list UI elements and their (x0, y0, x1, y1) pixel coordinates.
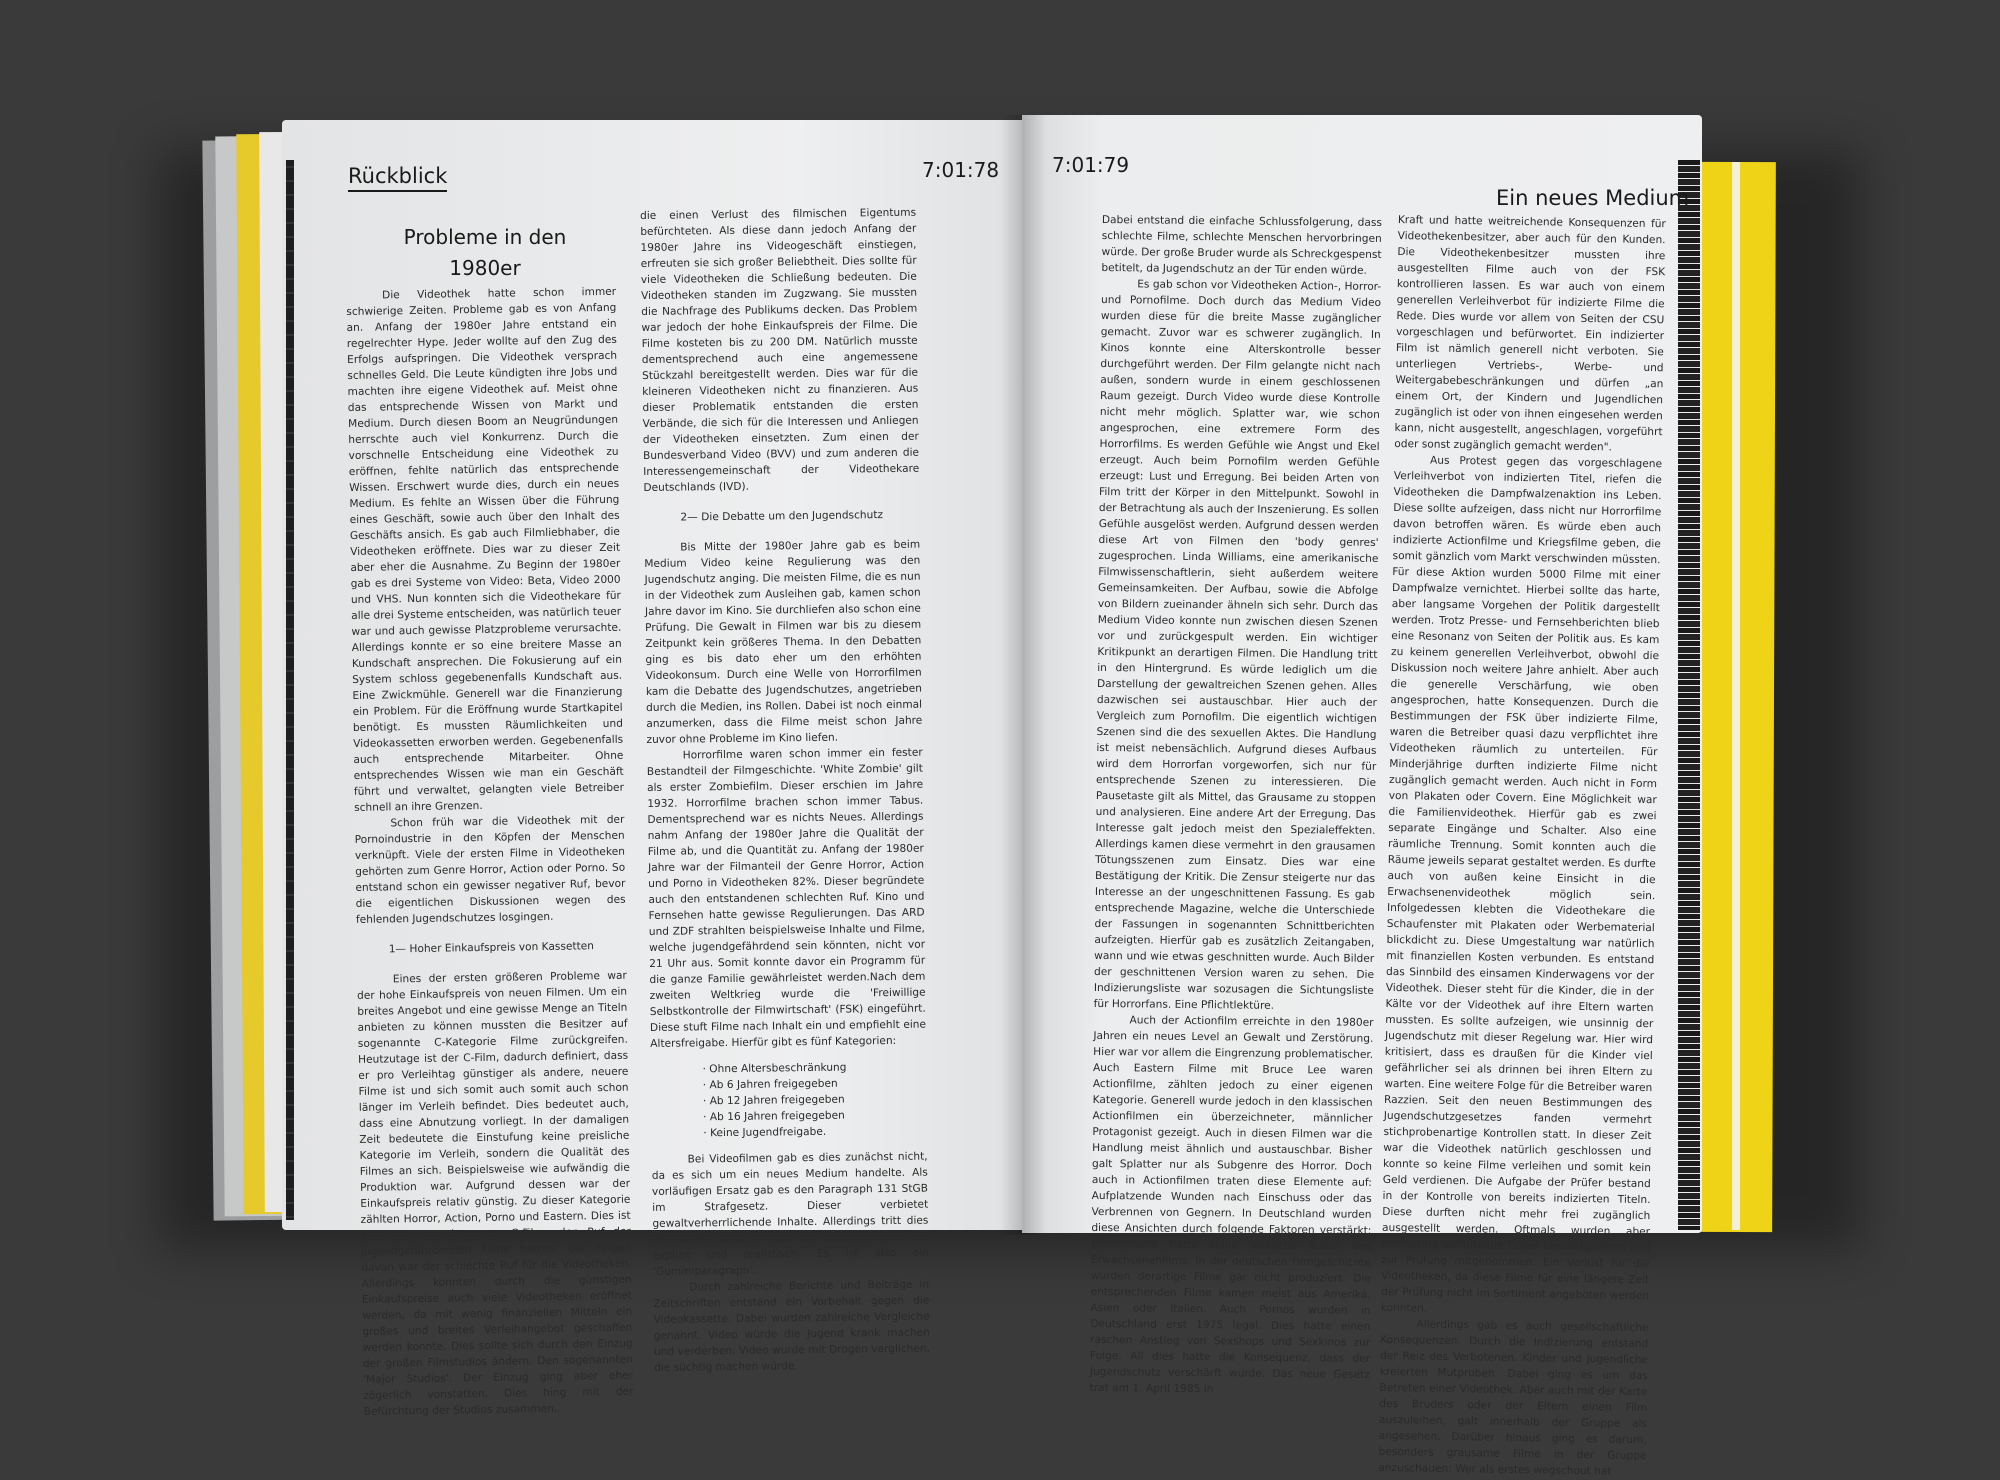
paragraph: Auch der Actionfilm erreichte in den 1980er Jahren ein neues Level an Gewalt und Zerstörung. Hier war vor allem die Eingrenzung problematischer. Auch Eastern Filme mit Bruce Lee waren Actionfilme, zählten jedoch zu einer eigenen Kategorie. Generell wurde jedoch in den klassischen Actionfilmen ein überzeichneter, männlicher Protagonist gezeigt. Auch in diesen Filmen war die Handlung meist ähnlich und austauschbar. Bisher galt Splatter nur als Subgenre des Horror. Doch auch in Actionfilmen traten diese Elemente auf: Aufplatzende Wunden nach Einschuss oder das Verbrennen von Gegnern. In Deutschland wurden diese Ansichten durch folgende Faktoren verstärkt: Deutschland hatte keine wirkliche Kultur des Erwachsenenfilms. In der deutschen Filmgeschichte wurden derartige Filme gar nicht produziert. Die entsprechenden Filme kamen meist aus Amerika, Asien oder Italien. Auch Pornos wurden in Deutschland erst 1975 legal. Dies hatte einen raschen Anstieg von Sexshops und Sexkinos zur Folge. All dies hatte die Konsequenz, dass der Jugendschutz verschärft wurde. Das neue Gesetz trat am 1. April 1985 in (1089, 1014, 1374, 1396)
paragraph: Schon früh war die Videothek mit der Pornoindustrie in den Köpfen der Menschen verknüpft. Viele der ersten Filme in Videotheken gehörten zum Genre Horror, Action oder Porno. So entstand schon ein gewisser negativer Ruf, bevor die eigentlichen Diskussionen wegen des fehlenden Jugendschutzes losgingen. (354, 813, 626, 926)
text-column-1 (346, 284, 634, 1420)
text-column-2 (640, 205, 930, 1376)
age-rating-list (650, 1059, 927, 1142)
list-item: · Ab 6 Jahren freigegeben (702, 1077, 838, 1092)
article-title: Probleme in den 1980er (403, 225, 567, 280)
list-item: · Ab 12 Jahren freigegeben (702, 1093, 845, 1108)
paragraph: Kraft und hatte weitreichende Konsequenzen für Videothekenbesitzer, aber auch für den Kunden. Die Videothekenbesitzer mussten ihre ausgestellten Filme auch von der FSK kontrollieren lassen. Es war auch von einem generellen Verleihverbot für indizierte Filme die Rede. Dies wurde vor allem von Seiten der CSU vorgeschlagen und befürwortet. Ein indizierter Film ist nämlich generell nicht verboten. Sie unterliegen Vertriebs-, Werbe- und Weitergabebeschränkungen und dürfen „an einem Ort, der Kindern und Jugendlichen zugänglich ist oder von ihnen eingesehen werden kann, nicht ausgestellt, angeschlagen, vorgeführt oder sonst zugänglich gemacht werden". (1394, 213, 1666, 454)
book-gutter (1000, 115, 1046, 1235)
list-item: · Ohne Altersbeschränkung (702, 1061, 847, 1076)
subheading: 2— Die Debatte um den Jugendschutz (680, 509, 884, 524)
paragraph: Dabei entstand die einfache Schlussfolgerung, dass schlechte Filme, schlechte Menschen hervorbringen würde. Der große Bruder wurde als Schreckgespenst betitelt, da Jugendschutz an der Tür enden würde. (1101, 213, 1382, 277)
time-code-left: 7:01:78 (922, 158, 1000, 182)
paragraph: Aus Protest gegen das vorgeschlagene Verleihverbot von indizierten Titel, riefen die Videotheken die Dampfwalzenaktion ins Leben. Diese sollte aufzeigen, dass nicht nur Horrorfilme davon betroffen wären. Es würde eben auch indizierte Actionfilme und Kriegsfilme geben, die somit gänzlich vom Markt verschwinden müssten. Für diese Aktion wurden 5000 Filme mit einer Dampfwalze vernichtet. Hierbei sollte das harte, aber langsame Vorgehen der Politik dargestellt werden. Trotz Presse- und Fernsehberichten blieb eine Resonanz von Seiten der Politik aus. Es kam zu keinem generellen Verleihverbot, obwohl die Diskussion noch weitere Jahre anhielt. Aber auch die generelle Verschärfung, wie oben angesprochen, hatte Konsequenzen. Durch die Bestimmungen der FSK über indizierte Filme, waren die Betreiber quasi dazu verpflichtet ihre Videotheken räumlich zu unterteilen. Für Minderjährige durften indizierte Filme nicht zugänglich gemacht werden. Auch nicht in Form von Plakaten oder Covern. Eine Möglichkeit war die Familienvideothek. Hierfür gab es zwei separate Eingänge und Schalter. Also eine räumliche Trennung. Somit konnten auch die Räume jeweils separat gestaltet werden. Es durfte auch von außen keine Einsicht in die Erwachsenenvideothek möglich sein. Infolgedessen klebten die Videothekare die Schaufenster mit Plakaten oder Werbematerial blickdicht zu. Diese Umgestaltung war natürlich mit finanziellen Kosten verbunden. Es entstand das Sinnbild des einsamen Kinderwagens vor der Videothek. Dieser steht für die Kinder, die in der Kälte vor der Videothek auf ihre Eltern warten mussten. Es sollte aufzeigen, wie unsinnig der Jugendschutz mit dieser Regelung war. Hier wird kritisiert, dass es draußen für die Kinder viel gefährlicher sei als drinnen bei ihren Eltern zu warten. Eine weitere Folge für die Betreiber waren Razzien. Seit den neuen Bestimmungen des Jugendschutzgesetzes fanden vermehrt stichprobenartige Kontrollen statt. In dieser Zeit war die Videothek natürlich geschlossen und konnte so keine Filme verleihen und somit kein Geld verdienen. Die Aufgabe der Prüfer bestand in der Kontrolle von bereits indizierten Titeln. Diese durften nicht mehr frei zugänglich ausgestellt werden. Oftmals wurden aber verdächtig anmutende Cover beschlagnahmt und zur Prüfung mitgenommen. Ein Verlust für die Videotheken, da diese Filme für eine längere Zeit der Prüfung nicht im Sortiment angeboten werden konnten. (1380, 454, 1663, 1315)
left-page-bleed-edge (286, 160, 294, 1220)
list-item: · Keine Jugendfreigabe. (703, 1125, 827, 1140)
right-section-title: Ein neues Medium (1496, 186, 1690, 210)
text-column-4 (1378, 212, 1666, 1480)
text-column-3 (1090, 212, 1382, 1399)
subheading: 1— Hoher Einkaufspreis von Kassetten (388, 940, 595, 956)
paragraph: Es gab schon vor Videotheken Action-, Horror- und Pornofilme. Doch durch das Medium Video wurden diese für die breite Masse zugänglicher gemacht. Zuvor war es schwerer zugänglich. In Kinos konnte eine Alterskontrolle besser durchgeführt werden. Der Film gelangte nicht nach außen, sondern wurde in einem geschlossenen Raum gezeigt. Durch Video wurde diese Kontrolle nicht mehr möglich. Splatter war, wie schon angesprochen, eine extremere Form des Horrorfilms. Es werden Gefühle wie Angst und Ekel erzeugt. Auch beim Pornofilm werden Gefühle erzeugt: Lust und Erregung. Bei beiden Arten von Film tritt der Körper in den Mittelpunkt. Sowohl in der Betrachtung als auch der Inszenierung. Es sollen Gefühle ausgelöst werden. Aufgrund dessen werden diese Art von Filmen den 'body genres' zugesprochen. Linda Williams, eine amerikanische Filmwissenschaftlerin, sieht außerdem weitere Gemeinsamkeiten. Der Aufbau, sowie die Abfolge von Bildern zueinander ähneln sich sehr. Durch das Medium Video konnte nun zwischen diesen Szenen vor und zurückgespult werden. Ein wichtiger Kritikpunkt an derartigen Filmen. Die Handlung tritt in den Hintergrund. Es würde lediglich um die Darstellung der gewaltreichen Szenen gehen. Alles dazwischen sei austauschbar. Hier auch der Vergleich zum Pornofilm. Die eigentlich wichtigen Szenen sind die des sexuellen Aktes. Die Handlung ist meist nebensächlich. Aufgrund dieses Aufbaus wird dem Horrorfan vorgeworfen, sich nur für entsprechende Szenen zu interessieren. Die Pausetaste gilt als Mittel, das Grausame zu stoppen und analysieren. Eine andere Art der Erregung. Das Interesse galt jedoch meist den Spezialeffekten. Allerdings kamen diese vermehrt in den grausamen Tötungsszenen zum Einsatz. Dies war eine Bestätigung der Kritik. Die Zensur steigerte nur das Interesse an der ungeschnittenen Fassung. Es gab entsprechende Magazine, welche die Unterschiede der Fassungen in sogenannten Schnittberichten aufzeigten. Hierfür gab es zusätzlich Zeitangaben, wann und wie etwas geschnitten wurde. Auch Bilder der geschnittenen Version waren zu sehen. Die Indizierungsliste war sozusagen die Sichtungsliste für Horrorfans. Eine Pflichtlektüre. (1093, 278, 1382, 1012)
paragraph: Die Videothek hatte schon immer schwierige Zeiten. Probleme gab es von Anfang an. Anfang der 1980er Jahre entstand ein regelrechter Hype. Jeder wollte auf den Zug des Erfolgs aufspringen. Die Videothek versprach schnelles Geld. Die Leute kündigten ihre Jobs und machten ihre eigene Videothek auf. Meist ohne das entsprechende Wissen von Markt und Medium. Durch diesen Boom an Neugründungen herrschte auch viel Konkurrenz. Durch die vorschnelle Entscheidung eine Videothek zu eröffnen, fehlte natürlich das entsprechende Wissen. Erschwert wurde dies, durch ein neues Medium. Es fehlte an Wissen über die Führung eines Geschäft, sowie auch über den Inhalt des Geschäfts ansich. Es gab auch Filmliebhaber, die Videotheken eröffnete. Dies war zu dieser Zeit aber eher die Ausnahme. Zu Beginn der 1980er gab es drei Systeme von Video: Beta, Video 2000 und VHS. Nun konnten sich die Videothekare für alle drei Systeme entscheiden, was natürlich teuer war und auch gewisse Platzprobleme verursachte. Allerdings konnte er so eine breitere Masse an Kundschaft ansprechen. Die Fokusierung auf ein System schloss gegebenenfalls Kundschaft aus. Eine Zwickmühle. Generell war die Finanzierung ein Problem. Für die Eröffnung wurde Startkapitel benötigt. Es mussten Räumlichkeiten und Videokassetten erworben werden. Gegebenenfalls auch entsprechende Mitarbeiter. Ohne entsprechendes Wissen wie man ein Geschäft führt und verwaltet, gelangten viele Betreiber schnell an ihre Grenzen. (346, 285, 624, 814)
right-stack-edge (1732, 162, 1740, 1230)
paragraph: Durch zahlreiche Berichte und Beiträge in Zeitschriften entstand ein Vorbehalt gegen die Videokassette. Dabei wurden zahlreiche Vergleiche genannt. Video würde die Jugend krank machen und verderben. Video wurde mit Drogen verglichen, die süchtig machen würde. (653, 1278, 931, 1374)
paragraph: die einen Verlust des filmischen Eigentums befürchteten. Als diese dann jedoch Anfang der 1980er Jahre ins Videogeschäft einstiegen, erfreuten sie sich großer Beliebtheit. Dies sollte für viele Videotheken die Schließung bedeuten. Die Videotheken standen im Zugzwang. Sie mussten die Nachfrage des Publikums decken. Das Problem war jedoch der hohe Einkaufspreis der Filme. Die Filme kosteten bis zu 200 DM. Natürlich musste dementsprechend auch eine angemessene Stückzahl bereitgestellt werden. Dies war für die kleineren Videotheken nicht zu finanzieren. Aus dieser Problematik entstanden die ersten Verbände, die sich für die Interessen und Anliegen der Videotheken einsetzten. Zum einen der Bundesverband Video (BVV) und zum anderen die Interessengemeinschaft der Videothekare Deutschlands (IVD). (640, 206, 920, 494)
paragraph: Allerdings gab es auch gesellschaftliche Konsequenzen. Durch die Indizierung entstand der Reiz des Verbotenen. Kinder und Jugendliche kreierten Mutproben. Dabei ging es um das Betreten einer Videothek. Aber auch mit der Karte des Bruders oder der Eltern einen Film auszuleihen, galt innerhalb der Gruppe als angesehen. Darüber hinaus ging es darum, besonders grausame Filme in der Gruppe anzuschauen: Wer als erstes wegschout hat (1378, 1318, 1649, 1478)
time-code-right: 7:01:79 (1052, 153, 1130, 177)
paragraph: Horrorfilme waren schon immer ein fester Bestandteil der Filmgeschichte. 'White Zombie' gilt als erster Zombiefilm. Dieser erschien im Jahre 1932. Horrorfilme brachen schon immer Tabus. Dementsprechend war es nichts Neues. Allerdings nahm Anfang der 1980er Jahre die Qualität der Filme ab, und die Quantität zu. Anfang der 1980er Jahre war der Filmanteil der Genre Horror, Action und Porno in Videotheken 82%. Dieser begründete auch den entstandenen schlechten Ruf. Kino und Fernsehen hatte gewisse Regulierungen. Das ARD und ZDF strahlten beispielsweise Inhalte und Filme, welche jugendgefährdend sein könnten, nicht vor 21 Uhr aus. Somit konnte davor ein Programm für die ganze Familie gewährleistet werden.Nach dem zweiten Weltkrieg wurde die 'Freiwillige Selbstkontrolle der Filmwirtschaft' (FSK) eingeführt. Diese stuft Filme nach Inhalt ein und empfiehlt eine Altersfreigabe. Hierfür gibt es fünf Kategorien: (646, 746, 927, 1050)
right-page-bleed-edge (1678, 160, 1700, 1230)
paragraph: Bis Mitte der 1980er Jahre gab es beim Medium Video keine Regulierung was den Jugendschutz anging. Die meisten Filme, die es nun in der Videothek zum Ausleihen gab, kamen schon Jahre davor im Kino. Sie durchliefen also schon eine Prüfung. Die Gewalt in Filmen war bis zu diesem Zeitpunkt kein größeres Thema. In den Debatten ging es bis dato eher um den erhöhten Videokonsum. Durch eine Welle von Horrorfilmen kam die Debatte des Jugendschutzes, angetrieben durch die Medien, ins Rollen. Dabei ist noch einmal anzumerken, dass die Filme meist schon Jahre zuvor ohne Probleme im Kino liefen. (644, 538, 923, 746)
list-item: · Ab 16 Jahren freigegeben (703, 1109, 845, 1124)
section-label: Rückblick (348, 164, 447, 192)
paragraph: Bei Videofilmen gab es dies zunächst nicht, da es sich um ein neues Medium handelte. Als vorläufigen Ersatz gab es den Paragraph 131 StGB im Strafgesetz. Dieser verbietet gewaltverherrlichende Inhalte. Allerdings tritt dies bei Filmen nicht in Kraft. Die Darstellung ist nur explizit und realistisch. Es ist also ein 'Gummiparagraph'. (651, 1150, 929, 1278)
paragraph: Eines der ersten größeren Probleme war der hohe Einkaufspreis von neuen Filmen. Um ein breites Angebot und eine gewisse Menge an Titeln anbieten zu können mussten die Besitzer auf sogenannte C-Kategorie Filme zurückgreifen. Heutzutage ist der C-Film, dadurch definiert, dass er pro Verleihtag günstiger als andere, neuere Filme ist und sich somit auch somit auch schon länger im Verleih befindet. Dies bedeutet auch, dass eine Abnutzung vorliegt. In der damaligen Zeit bedeutete die Einstufung keine preisliche Kategorie im Verleih, sondern die Qualität des Filmes an sich. Beispielsweise wie aufwändig die Produktion war. Aufgrund dessen war der Einkaufspreis relativ günstig. Zu dieser Kategorie zählten Horror, Action, Porno und Eastern. Dies ist auch der Grund, warum C-Filme den Ruf der jugendgefährdenden Filme hatten. Die Folgen davon war der schlechte Ruf für die Videotheken. Allerdings konnten durch die günstigen Einkaufspreise auch viele Videotheken eröffnet werden, da mit wenig finanziellen Mitteln ein großes und breites Verleihangebot geschaffen werden konnte. Dies sollte sich durch den Einzug der großen Filmstudios ändern. Den sogenannten 'Major Studios'. Der Einzug ging aber eher zögerlich vonstatten. Dies hing mit der Befürchtung der Studios zusammen, (357, 969, 634, 1418)
